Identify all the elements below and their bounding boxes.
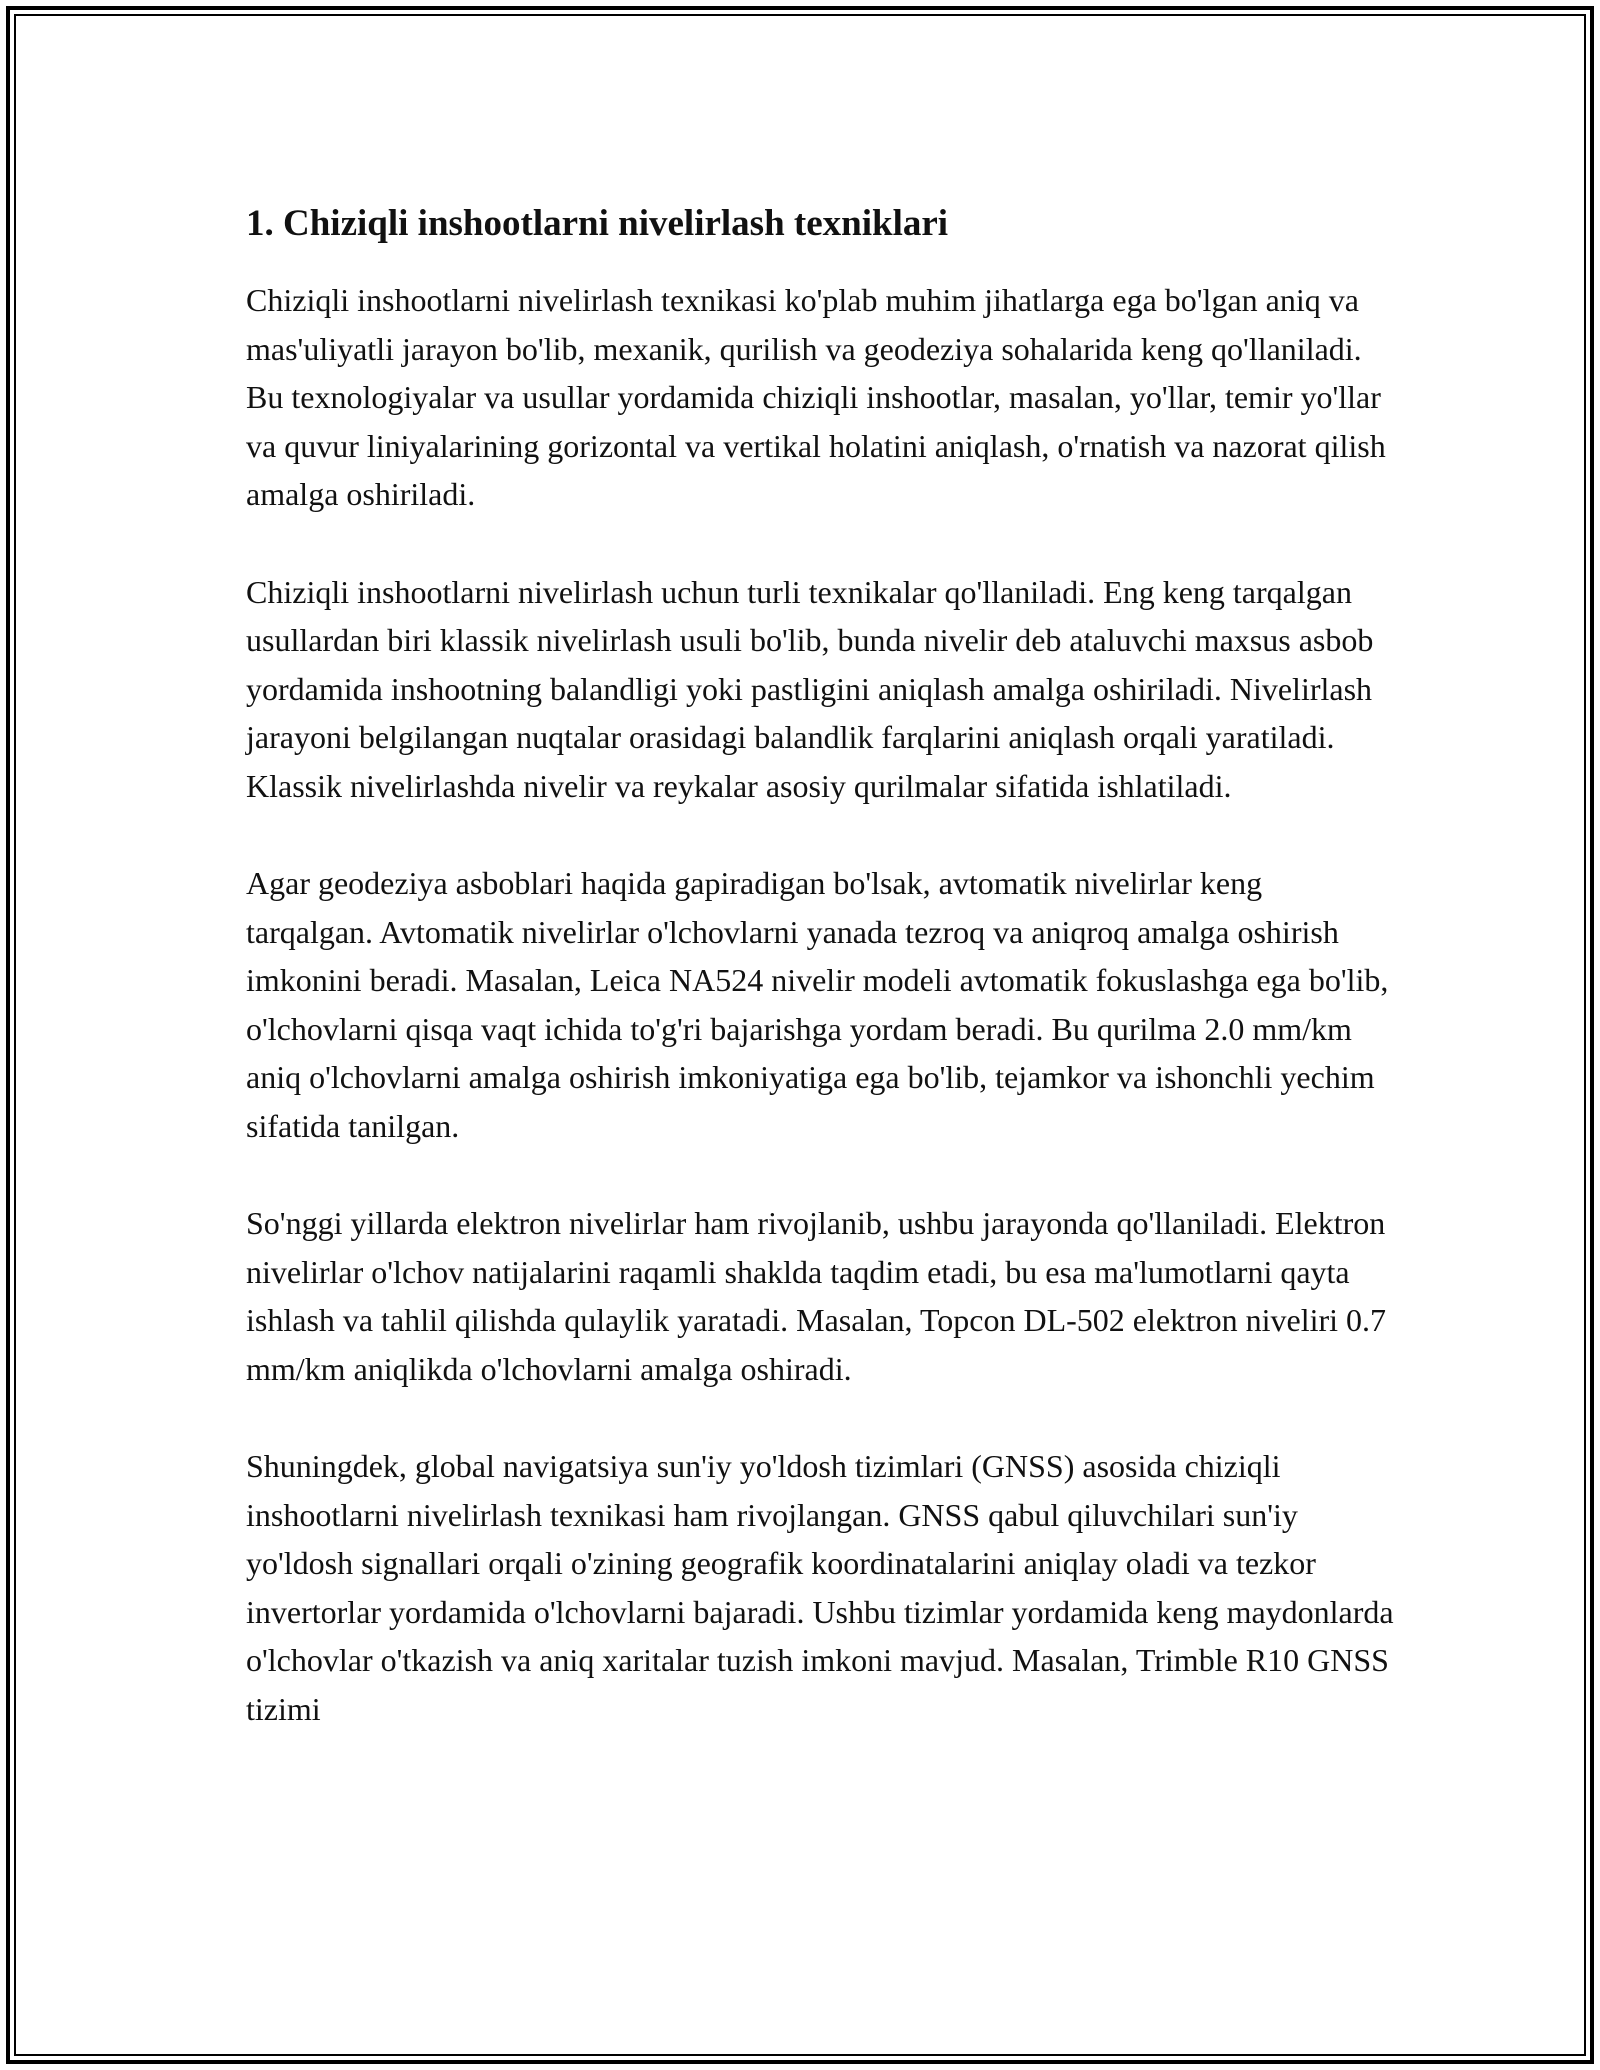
page-frame bbox=[6, 6, 1594, 2064]
document-body bbox=[246, 198, 1396, 1782]
paragraph-5: Shuningdek, global navigatsiya sun'iy yo'ldosh tizimlari (GNSS) asosida chiziqli inshootlarni nivelirlash texnikasi ham rivojlangan. GNSS qabul qiluvchilari sun'iy yo'ldosh signallari orqali o'zining geografik koordinatalarini aniqlay oladi va tezkor invertorlar yordamida o'lchovlarni bajaradi. Ushbu tizimlar yordamida keng maydonlarda o'lchovlar o'tkazish va aniq xaritalar tuzish imkoni mavjud. Masalan, Trimble R10 GNSS tizimi bbox=[246, 1448, 1394, 1727]
paragraph-3: Agar geodeziya asboblari haqida gapiradigan bo'lsak, avtomatik nivelirlar keng tarqalgan. Avtomatik nivelirlar o'lchovlarni yanada tezroq va aniqroq amalga oshirish imkonini beradi. Masalan, Leica NA524 nivelir modeli avtomatik fokuslashga ega bo'lib, o'lchovlarni qisqa vaqt ichida to'g'ri bajarishga yordam beradi. Bu qurilma 2.0 mm/km aniq o'lchovlarni amalga oshirish imkoniyatiga ega bo'lib, tejamkor va ishonchli yechim sifatida tanilgan. bbox=[246, 865, 1389, 1144]
section-heading: 1. Chiziqli inshootlarni nivelirlash texniklari bbox=[246, 203, 949, 244]
paragraph-1: Chiziqli inshootlarni nivelirlash texnikasi ko'plab muhim jihatlarga ega bo'lgan aniq va mas'uliyatli jarayon bo'lib, mexanik, qurilish va geodeziya sohalarida keng qo'llaniladi. Bu texnologiyalar va usullar yordamida chiziqli inshootlar, masalan, yo'llar, temir yo'llar va quvur liniyalarining gorizontal va vertikal holatini aniqlash, o'rnatish va nazorat qilish amalga oshiriladi. bbox=[246, 282, 1386, 512]
paragraph-4: So'nggi yillarda elektron nivelirlar ham rivojlanib, ushbu jarayonda qo'llaniladi. Elektron nivelirlar o'lchov natijalarini raqamli shaklda taqdim etadi, bu esa ma'lumotlarni qayta ishlash va tahlil qilishda qulaylik yaratadi. Masalan, Topcon DL-502 elektron niveliri 0.7 mm/km aniqlikda o'lchovlarni amalga oshiradi. bbox=[246, 1205, 1387, 1387]
paragraph-2: Chiziqli inshootlarni nivelirlash uchun turli texnikalar qo'llaniladi. Eng keng tarqalgan usullardan biri klassik nivelirlash usuli bo'lib, bunda nivelir deb ataluvchi maxsus asbob yordamida inshootning balandligi yoki pastligini aniqlash amalga oshiriladi. Nivelirlash jarayoni belgilangan nuqtalar orasidagi balandlik farqlarini aniqlash orqali yaratiladi. Klassik nivelirlashda nivelir va reykalar asosiy qurilmalar sifatida ishlatiladi. bbox=[246, 573, 1374, 804]
